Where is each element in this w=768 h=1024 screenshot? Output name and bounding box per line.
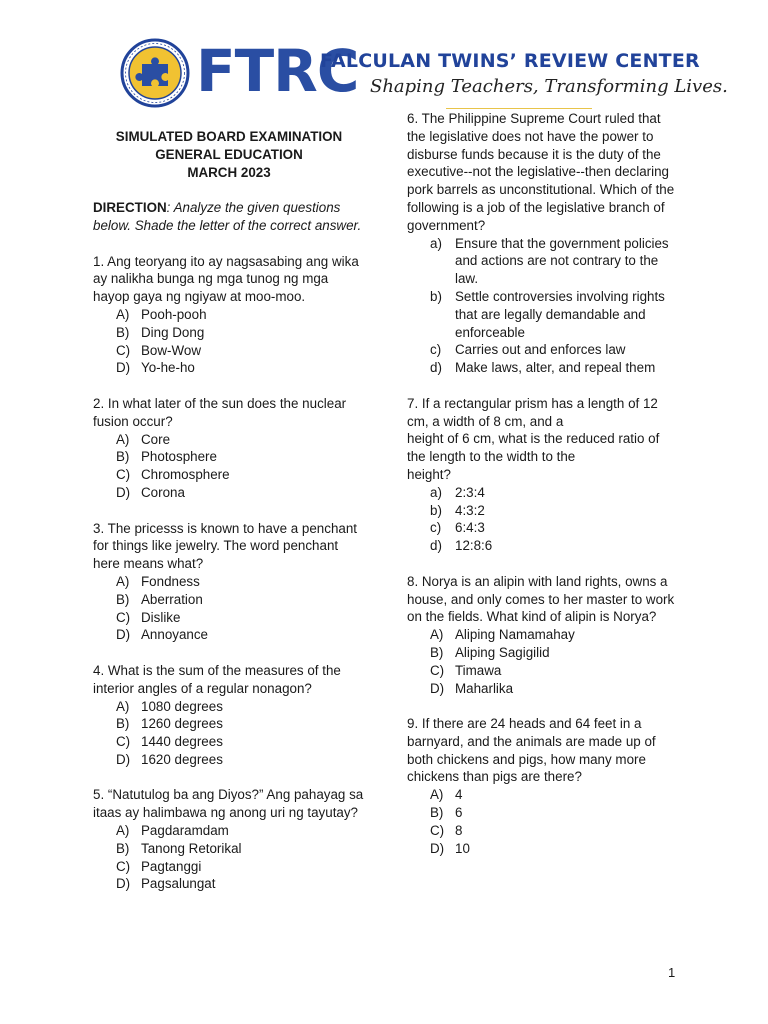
option-text: Maharlika (455, 680, 514, 696)
question-stem-continued: height of 6 cm, what is the reduced ratio of the length to the width to the (407, 431, 660, 465)
option[interactable] (407, 502, 679, 520)
option[interactable] (93, 698, 365, 716)
option[interactable] (407, 519, 679, 537)
option[interactable] (93, 466, 365, 484)
option-text: Fondness (141, 573, 200, 589)
question-6 (407, 110, 679, 377)
tagline: Shaping Teachers, Transforming Lives. (370, 76, 728, 97)
question-stem: 1. Ang teoryang ito ay nagsasabing ang wika ay nalikha bunga ng mga tunog ng mga hayop gaya ng ngiyaw at moo-moo. (93, 253, 359, 305)
review-center-name: FALCULAN TWINS’ REVIEW CENTER (320, 50, 700, 72)
option[interactable] (407, 804, 679, 822)
option-text: Ding Dong (141, 324, 205, 340)
question-8 (407, 573, 679, 698)
option-text: Dislike (141, 609, 181, 625)
question-stem: 4. What is the sum of the measures of the interior angles of a regular nonagon? (93, 662, 341, 696)
option-letter: D) (430, 680, 445, 696)
option-text: Pagtanggi (141, 858, 202, 874)
option-letter: A) (116, 823, 130, 839)
option-letter: b) (430, 288, 442, 304)
option[interactable] (407, 288, 679, 341)
option[interactable] (93, 858, 365, 876)
option[interactable] (93, 733, 365, 751)
option[interactable] (93, 484, 365, 502)
option[interactable] (407, 537, 679, 555)
option-text: Timawa (455, 662, 502, 678)
option-letter: A) (116, 573, 130, 589)
option-text: Pagdaramdam (141, 823, 229, 839)
option-letter: B) (430, 644, 444, 660)
option-letter: D) (116, 484, 131, 500)
option-letter: d) (430, 538, 442, 554)
option-letter: B) (116, 324, 130, 340)
option[interactable] (407, 484, 679, 502)
ftrc-logo-text: FTRC (196, 37, 359, 105)
question-4 (93, 662, 365, 769)
option-text: 1440 degrees (141, 734, 223, 750)
option-text: Core (141, 431, 171, 447)
option-text: Aliping Namamahay (455, 627, 575, 643)
page-number: 1 (668, 965, 676, 980)
option-text: Settle controversies involving rights that are legally demandable and enforceable (455, 288, 665, 340)
option[interactable] (93, 715, 365, 733)
option-letter: a) (430, 235, 442, 251)
option-text: Aberration (141, 591, 203, 607)
option[interactable] (407, 359, 679, 377)
title-line-2: GENERAL EDUCATION (155, 146, 303, 162)
option-letter: C) (116, 609, 131, 625)
option-letter: B) (430, 805, 444, 821)
option-letter: D) (116, 751, 131, 767)
option-letter: c) (430, 342, 442, 358)
option-text: Aliping Sagigilid (455, 644, 550, 660)
option-letter: c) (430, 520, 442, 536)
option[interactable] (407, 822, 679, 840)
option-text: 1260 degrees (141, 716, 223, 732)
option-letter: B) (116, 591, 130, 607)
question-9 (407, 715, 679, 857)
option[interactable] (93, 573, 365, 591)
option-text: 4 (455, 787, 463, 803)
option-letter: A) (116, 306, 130, 322)
question-stem: 5. “Natutulog ba ang Diyos?” Ang pahayag sa itaas ay halimbawa ng anong uri ng tayutay? (93, 787, 364, 821)
question-stem-continued: height? (407, 466, 451, 482)
question-7 (407, 395, 679, 555)
option[interactable] (93, 822, 365, 840)
option[interactable] (407, 786, 679, 804)
option-letter: a) (430, 484, 442, 500)
option-text: 2:3:4 (455, 484, 485, 500)
question-stem: 8. Norya is an alipin with land rights, owns a house, and only comes to her master to work on the fields. What kind of alipin is Norya? (407, 573, 675, 625)
header-banner (120, 37, 728, 108)
title-line-1: SIMULATED BOARD EXAMINATION (115, 129, 343, 144)
option[interactable] (407, 680, 679, 698)
option-letter: B) (116, 449, 130, 465)
option-text: Photosphere (141, 449, 217, 465)
option-letter: C) (116, 858, 131, 874)
option[interactable] (93, 840, 365, 858)
review-center-seal-logo (120, 38, 190, 108)
option-text: 6:4:3 (455, 520, 485, 536)
option[interactable] (407, 626, 679, 644)
option[interactable] (407, 341, 679, 359)
option-letter: C) (116, 734, 131, 750)
option-text: Bow-Wow (141, 342, 202, 358)
option-text: Make laws, alter, and repeal them (455, 360, 656, 376)
title-line-3: MARCH 2023 (187, 164, 271, 180)
option-letter: C) (430, 662, 445, 678)
question-stem: 6. The Philippine Supreme Court ruled that the legislative does not have the power to disburse funds because it is the duty of the executive--not the legislative--then declaring pork barrels as unconstitutional. Which of the following is a job of the legislative branch of government? (407, 111, 675, 233)
question-stem: 3. The pricesss is known to have a penchant for things like jewelry. The word penchant here means what? (93, 520, 358, 572)
option-text: Carries out and enforces law (455, 342, 626, 358)
option[interactable] (93, 875, 365, 893)
option-letter: D) (430, 840, 445, 856)
left-column (93, 128, 365, 893)
option[interactable] (93, 324, 365, 342)
option-letter: B) (116, 840, 130, 856)
right-column (407, 110, 679, 857)
question-stem: 2. In what later of the sun does the nuclear fusion occur? (93, 395, 347, 429)
option-text: 8 (455, 822, 463, 838)
option-letter: A) (116, 431, 130, 447)
option-letter: D) (116, 360, 131, 376)
option-text: Yo-he-ho (141, 360, 195, 376)
option[interactable] (93, 342, 365, 360)
question-5 (93, 786, 365, 893)
option[interactable] (93, 306, 365, 324)
option-letter: C) (116, 342, 131, 358)
option[interactable] (407, 235, 679, 288)
question-stem: 7. If a rectangular prism has a length of 12 cm, a width of 8 cm, and a (407, 395, 658, 429)
option-letter: D) (116, 627, 131, 643)
option-text: 1080 degrees (141, 698, 223, 714)
option-text: 4:3:2 (455, 502, 485, 518)
direction-text: : Analyze the given questions below. Shade the letter of the correct answer. (93, 200, 362, 233)
option[interactable] (93, 448, 365, 466)
option-letter: A) (430, 627, 444, 643)
option-letter: A) (116, 698, 130, 714)
option-letter: C) (430, 822, 445, 838)
option[interactable] (93, 751, 365, 769)
option[interactable] (93, 609, 365, 627)
option-text: Tanong Retorikal (141, 840, 242, 856)
question-2 (93, 395, 365, 502)
option-letter: b) (430, 502, 442, 518)
option-text: Pooh-pooh (141, 306, 207, 322)
option-text: 12:8:6 (455, 538, 493, 554)
option-text: 10 (455, 840, 470, 856)
option[interactable] (407, 644, 679, 662)
option-letter: D) (116, 876, 131, 892)
option-text: Annoyance (141, 627, 209, 643)
option[interactable] (93, 591, 365, 609)
option[interactable] (407, 662, 679, 680)
question-1 (93, 253, 365, 378)
option-text: 6 (455, 805, 463, 821)
option-letter: B) (116, 716, 130, 732)
option-text: 1620 degrees (141, 751, 223, 767)
option[interactable] (93, 431, 365, 449)
question-3 (93, 520, 365, 645)
option-letter: d) (430, 360, 442, 376)
option[interactable] (407, 840, 679, 858)
option[interactable] (93, 359, 365, 377)
option-text: Pagsalungat (141, 876, 216, 892)
option-letter: A) (430, 787, 444, 803)
header-divider (446, 108, 592, 109)
exam-title (93, 128, 365, 181)
option[interactable] (93, 626, 365, 644)
option-text: Chromosphere (141, 467, 230, 483)
option-text: Corona (141, 484, 185, 500)
question-stem: 9. If there are 24 heads and 64 feet in a barnyard, and the animals are made up of both chickens and pigs, how many more chickens than pigs are there? (407, 716, 656, 785)
direction-label: DIRECTION (93, 200, 167, 216)
direction (93, 199, 365, 235)
option-letter: C) (116, 467, 131, 483)
option-text: Ensure that the government policies and actions are not contrary to the law. (455, 235, 669, 287)
